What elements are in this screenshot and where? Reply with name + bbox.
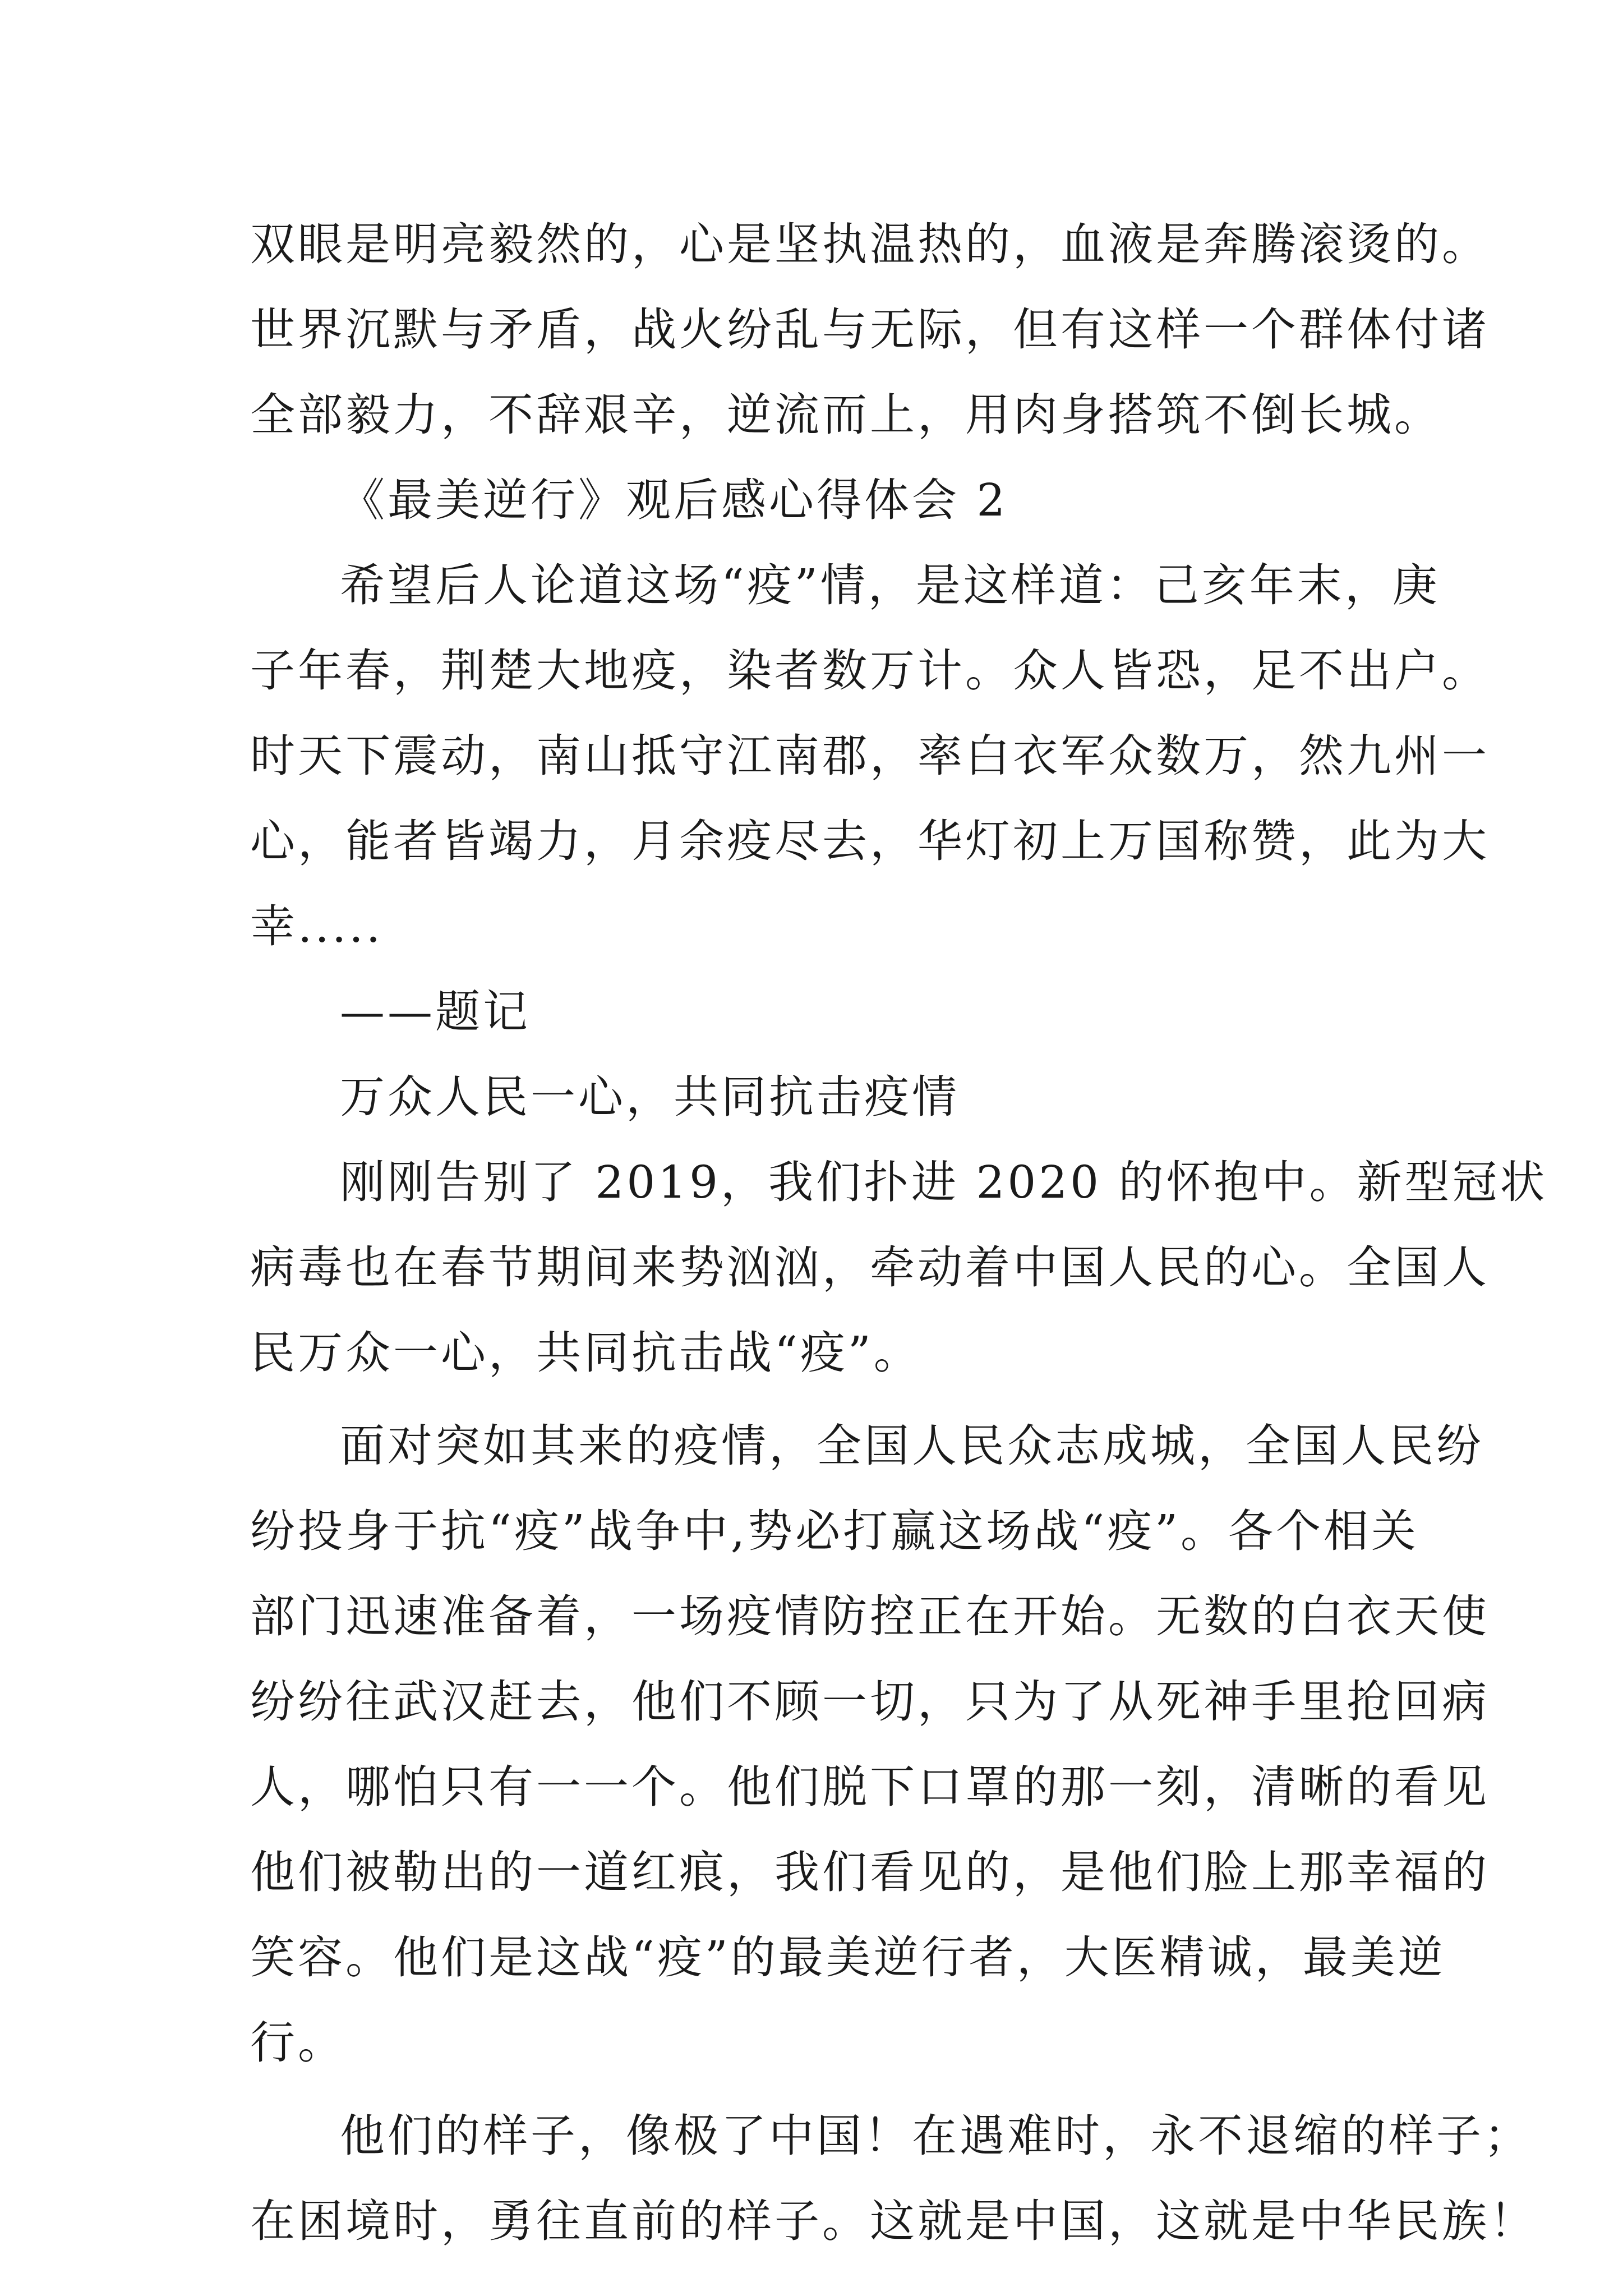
- epigraph-attribution: [250, 969, 1394, 1055]
- paragraph-spacer: [250, 1396, 1394, 1404]
- paragraph-body: [250, 2093, 1537, 2264]
- text-line: 部门迅速准备着，一场疫情防控正在开始。无数的白衣天使: [250, 1590, 1490, 1642]
- text-line: 世界沉默与矛盾，战火纷乱与无际，但有这样一个群体付诸: [250, 303, 1490, 356]
- text-line: 万众人民一心，共同抗击疫情: [340, 1071, 960, 1123]
- section-title: 《最美逆行》观后感心得体会 2: [340, 474, 1008, 526]
- text-line: 病毒也在春节期间来势汹汹，牵动着中国人民的心。全国人: [250, 1241, 1490, 1294]
- text-line: ——题记: [340, 986, 531, 1038]
- section-heading: [250, 458, 1394, 543]
- paragraph-epigraph: [250, 543, 1490, 969]
- text-line: 全部毅力，不辞艰辛，逆流而上，用肉身搭筑不倒长城。: [250, 389, 1442, 441]
- text-line: 子年春，荆楚大地疫，染者数万计。众人皆恐，足不出户。: [250, 645, 1490, 697]
- paragraph-body: [250, 1140, 1548, 1396]
- subheading: [250, 1055, 1394, 1140]
- text-line: 面对突如其来的疫情，全国人民众志成城，全国人民纷: [340, 1420, 1484, 1472]
- text-line: 希望后人论道这场“疫”情，是这样道：己亥年末，庚: [340, 559, 1440, 611]
- text-line: 民万众一心，共同抗击战“疫”。: [250, 1327, 921, 1379]
- paragraph-spacer: [250, 2086, 1394, 2093]
- text-line: 刚刚告别了 2019，我们扑进 2020 的怀抱中。新型冠状: [340, 1156, 1548, 1208]
- text-line: 心，能者皆竭力，月余疫尽去，华灯初上万国称赞，此为大: [250, 815, 1490, 867]
- text-line: 在困境时，勇往直前的样子。这就是中国，这就是中华民族！: [250, 2195, 1537, 2247]
- text-line: 双眼是明亮毅然的，心是坚执温热的，血液是奔腾滚烫的。: [250, 218, 1490, 270]
- text-line: 纷纷往武汉赶去，他们不顾一切，只为了从死神手里抢回病: [250, 1676, 1490, 1728]
- text-line: 他们被勒出的一道红痕，我们看见的，是他们脸上那幸福的: [250, 1846, 1490, 1898]
- paragraph-intro: [250, 202, 1490, 458]
- paragraph-body: [250, 1404, 1490, 2086]
- text-line: 纷投身于抗“疫”战争中,势必打赢这场战“疫”。各个相关: [250, 1505, 1419, 1557]
- text-line: 行。: [250, 2017, 345, 2069]
- text-line: 时天下震动，南山抵守江南郡，率白衣军众数万，然九州一: [250, 730, 1490, 782]
- text-line: 人，哪怕只有一一个。他们脱下口罩的那一刻，清晰的看见: [250, 1761, 1490, 1813]
- text-line: 笑容。他们是这战“疫”的最美逆行者，大医精诚，最美逆: [250, 1931, 1446, 1984]
- document-body: [250, 202, 1548, 2264]
- text-line: 他们的样子，像极了中国！在遇难时，永不退缩的样子；: [340, 2110, 1532, 2162]
- text-line: 幸.....: [250, 900, 384, 953]
